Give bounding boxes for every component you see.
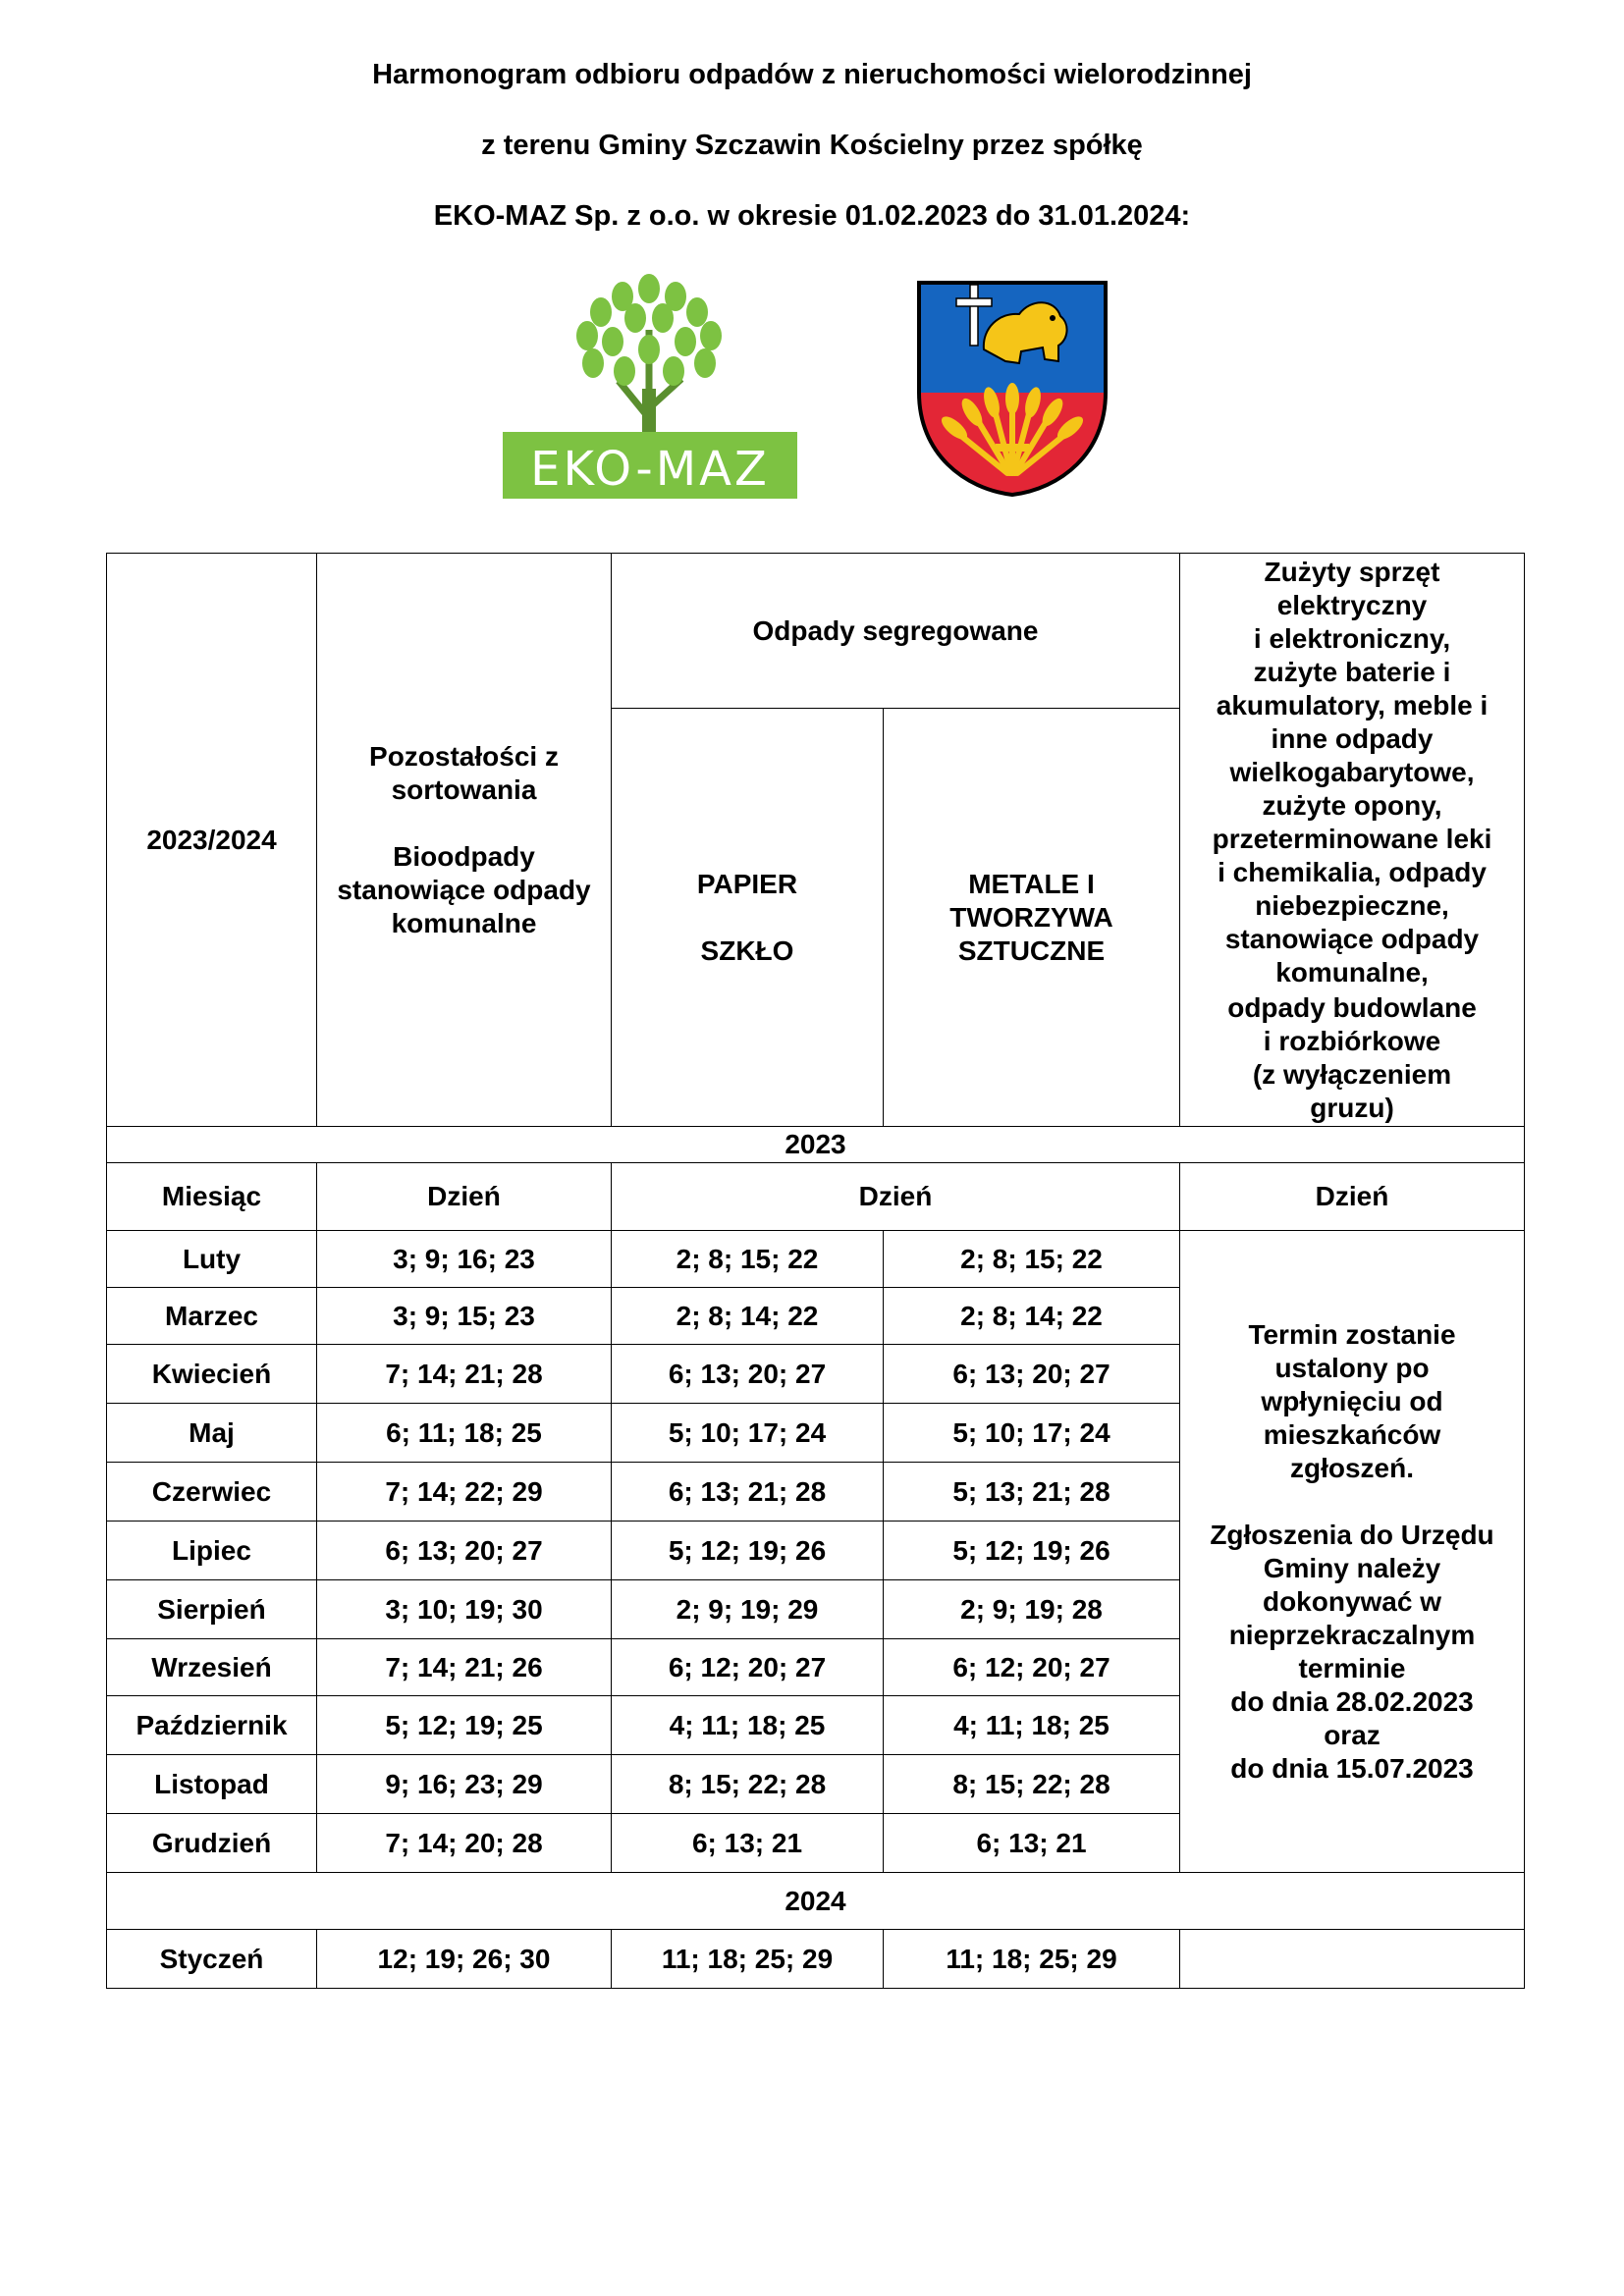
metal-days-cell: 6; 13; 21 (884, 1814, 1180, 1873)
year-row-2024: 2024 (107, 1873, 1525, 1930)
bulky-days-cell (1180, 1930, 1525, 1989)
svg-text:EKO-MAZ: EKO-MAZ (530, 442, 770, 497)
month-cell: Styczeń (107, 1930, 317, 1989)
mixed-days-cell: 7; 14; 20; 28 (317, 1814, 612, 1873)
mixed-days-cell: 12; 19; 26; 30 (317, 1930, 612, 1989)
month-cell: Sierpień (107, 1580, 317, 1639)
schedule-table (106, 553, 1525, 1989)
paper-days-cell: 4; 11; 18; 25 (612, 1696, 884, 1755)
metal-days-cell: 11; 18; 25; 29 (884, 1930, 1180, 1989)
page-title-line-3: EKO-MAZ Sp. z o.o. w okresie 01.02.2023 do 31.01.2024: (433, 200, 1191, 232)
month-column-header: Miesiąc (107, 1163, 317, 1231)
notes-part-1: Termin zostanie ustalony po wpłynięciu od mieszkańców zgłoszeń. (1248, 1318, 1456, 1483)
day-column-header-2: Dzień (612, 1163, 1180, 1231)
eko-maz-logo (503, 271, 797, 499)
month-cell: Kwiecień (107, 1345, 317, 1404)
header-bulky-label-1: Zużyty sprzęt elektryczny i elektroniczny, zużyte baterie i akumulatory, meble i inne odpady wielkogabarytowe, zużyte opony, przeterminowane leki i chemikalia, odpady niebezpieczne, stanowiące odpady komunalne, (1212, 556, 1492, 988)
metal-days-cell: 2; 8; 14; 22 (884, 1288, 1180, 1345)
month-cell: Lipiec (107, 1522, 317, 1580)
mixed-days-cell: 7; 14; 21; 28 (317, 1345, 612, 1404)
mixed-days-cell: 5; 12; 19; 25 (317, 1696, 612, 1755)
tree-icon (576, 274, 722, 450)
table-row (107, 1930, 1525, 1989)
mixed-days-cell: 9; 16; 23; 29 (317, 1755, 612, 1814)
month-cell: Wrzesień (107, 1639, 317, 1696)
day-column-header-3: Dzień (1180, 1163, 1525, 1231)
header-year: 2023/2024 (107, 554, 317, 1127)
header-paper-glass (612, 709, 884, 1127)
paper-days-cell: 2; 9; 19; 29 (612, 1580, 884, 1639)
header-glass-label: SZKŁO (700, 934, 794, 966)
header-residual-label: Pozostałości z sortowania (369, 740, 559, 805)
mixed-days-cell: 7; 14; 21; 26 (317, 1639, 612, 1696)
metal-days-cell: 5; 13; 21; 28 (884, 1463, 1180, 1522)
table-row (107, 1231, 1525, 1288)
metal-days-cell: 6; 13; 20; 27 (884, 1345, 1180, 1404)
month-cell: Grudzień (107, 1814, 317, 1873)
metal-days-cell: 5; 12; 19; 26 (884, 1522, 1180, 1580)
paper-days-cell: 6; 13; 21 (612, 1814, 884, 1873)
header-bulky-label-2: odpady budowlane i rozbiórkowe (z wyłączeniem gruzu) (1227, 991, 1477, 1123)
paper-days-cell: 8; 15; 22; 28 (612, 1755, 884, 1814)
mixed-days-cell: 3; 9; 15; 23 (317, 1288, 612, 1345)
page-title-line-2: z terenu Gminy Szczawin Kościelny przez spółkę (481, 130, 1143, 161)
header-bulky-waste (1180, 554, 1525, 1127)
page-title-line-1: Harmonogram odbioru odpadów z nieruchomości wielorodzinnej (372, 59, 1252, 90)
mixed-days-cell: 3; 9; 16; 23 (317, 1231, 612, 1288)
metal-days-cell: 8; 15; 22; 28 (884, 1755, 1180, 1814)
header-paper-label: PAPIER (696, 868, 798, 899)
month-cell: Listopad (107, 1755, 317, 1814)
month-cell: Marzec (107, 1288, 317, 1345)
header-segregated: Odpady segregowane (612, 554, 1180, 709)
mixed-days-cell: 7; 14; 22; 29 (317, 1463, 612, 1522)
mixed-days-cell: 6; 11; 18; 25 (317, 1404, 612, 1463)
header-metal-plastic: METALE I TWORZYWA SZTUCZNE (884, 709, 1180, 1127)
day-column-header-1: Dzień (317, 1163, 612, 1231)
year-row-2023: 2023 (107, 1127, 1525, 1163)
metal-days-cell: 2; 8; 15; 22 (884, 1231, 1180, 1288)
month-cell: Maj (107, 1404, 317, 1463)
metal-days-cell: 5; 10; 17; 24 (884, 1404, 1180, 1463)
paper-days-cell: 6; 12; 20; 27 (612, 1639, 884, 1696)
metal-days-cell: 4; 11; 18; 25 (884, 1696, 1180, 1755)
paper-days-cell: 11; 18; 25; 29 (612, 1930, 884, 1989)
paper-days-cell: 5; 10; 17; 24 (612, 1404, 884, 1463)
mixed-days-cell: 6; 13; 20; 27 (317, 1522, 612, 1580)
coat-of-arms-icon (913, 277, 1111, 501)
metal-days-cell: 6; 12; 20; 27 (884, 1639, 1180, 1696)
notes-part-2: Zgłoszenia do Urzędu Gminy należy dokonywać w nieprzekraczalnym terminie do dnia 28.02.2023 oraz do dnia 15.07.2023 (1210, 1519, 1494, 1784)
month-cell: Październik (107, 1696, 317, 1755)
paper-days-cell: 2; 8; 14; 22 (612, 1288, 884, 1345)
bulky-notes-cell (1180, 1231, 1525, 1873)
paper-days-cell: 5; 12; 19; 26 (612, 1522, 884, 1580)
month-cell: Luty (107, 1231, 317, 1288)
metal-days-cell: 2; 9; 19; 28 (884, 1580, 1180, 1639)
paper-days-cell: 6; 13; 21; 28 (612, 1463, 884, 1522)
paper-days-cell: 6; 13; 20; 27 (612, 1345, 884, 1404)
month-cell: Czerwiec (107, 1463, 317, 1522)
header-residual-waste (317, 554, 612, 1127)
header-bio-label: Bioodpady stanowiące odpady komunalne (337, 840, 591, 938)
mixed-days-cell: 3; 10; 19; 30 (317, 1580, 612, 1639)
paper-days-cell: 2; 8; 15; 22 (612, 1231, 884, 1288)
